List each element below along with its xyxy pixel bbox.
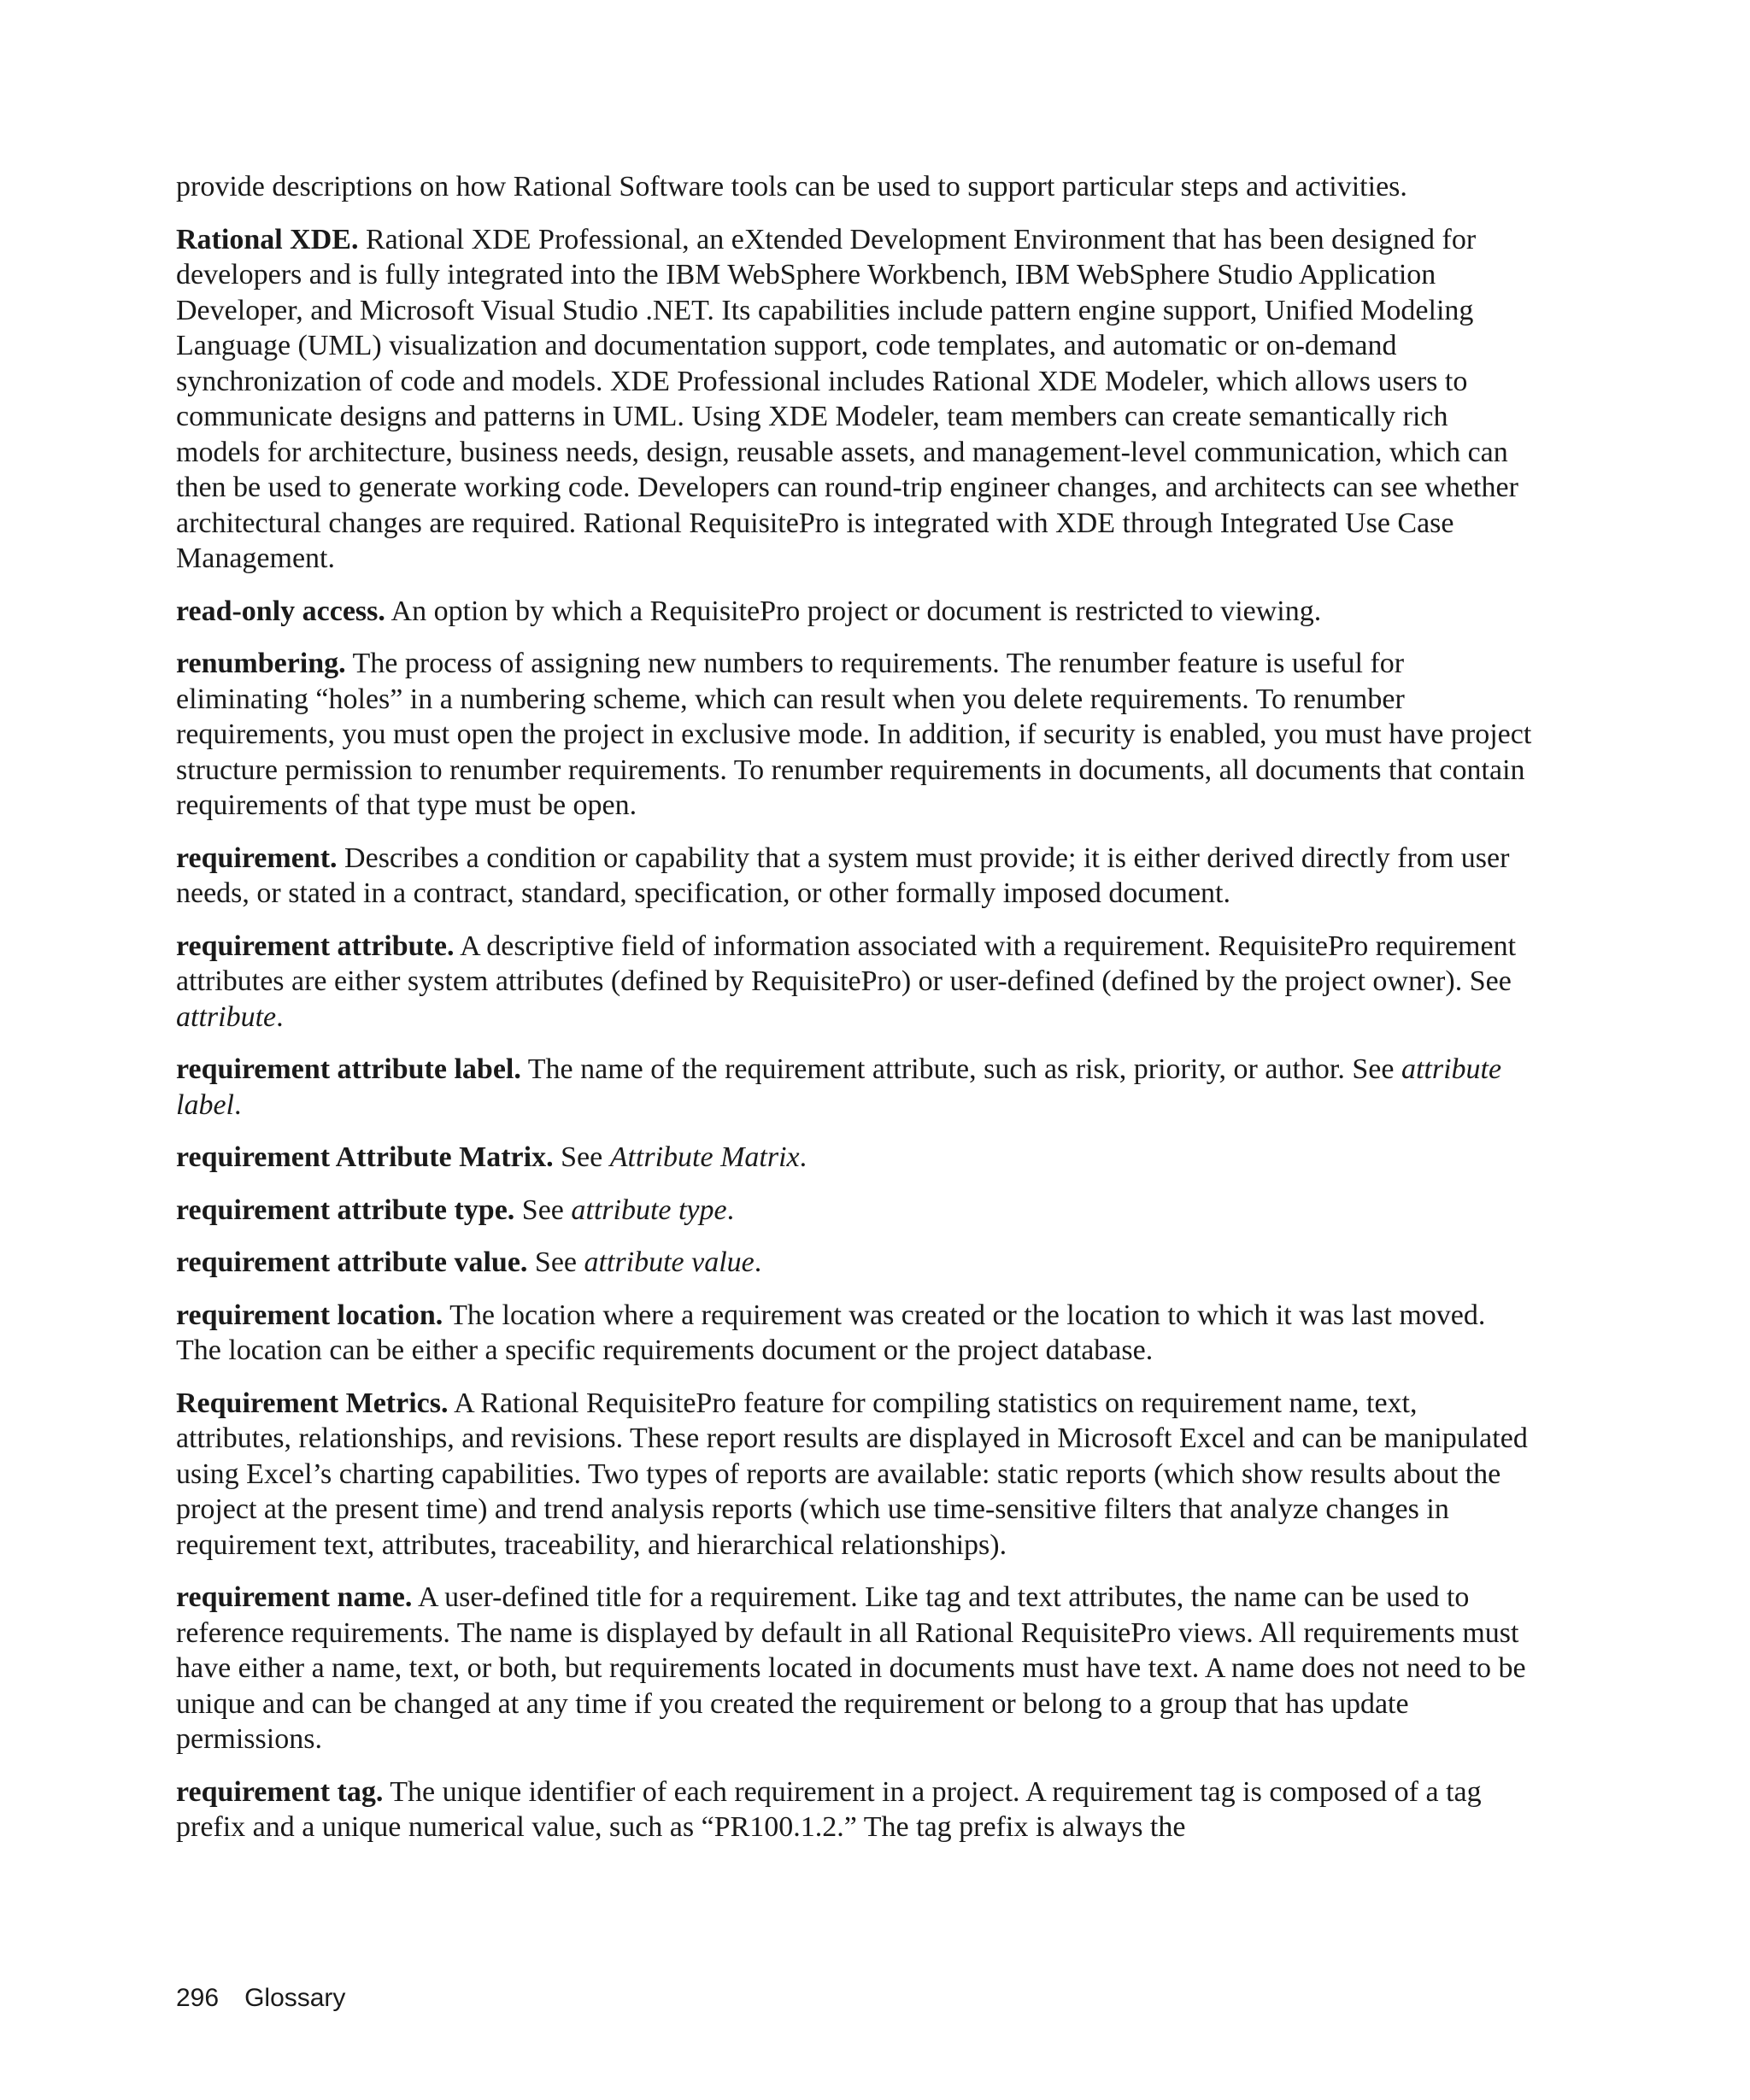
entry-term: requirement Attribute Matrix. <box>176 1141 554 1173</box>
entry-tail: . <box>276 1000 284 1033</box>
cross-reference: attribute label <box>176 1053 1502 1121</box>
footer-section-title: Glossary <box>244 1984 346 2012</box>
entry-definition: An option by which a RequisitePro project or document is restricted to viewing. <box>385 595 1322 627</box>
cross-reference: attribute type <box>571 1194 727 1226</box>
entry-term: read-only access. <box>176 595 385 627</box>
glossary-entry-requirement-attribute-type <box>176 1193 1535 1229</box>
entry-definition: The unique identifier of each requirement in a project. A requirement tag is composed of a tag prefix and a unique numerical value, such as “PR100.1.2.” The tag prefix is always the <box>176 1775 1482 1843</box>
entry-definition: A user-defined title for a requirement. Like tag and text attributes, the name can be used to reference requirements. The name is displayed by default in all Rational RequisitePro views. All requirements must have either a name, text, or both, but requirements located in documents must have text. A name does not need to be unique and can be changed at any time if you created the requirement or belong to a group that has update permissions. <box>176 1581 1526 1755</box>
glossary-entry-requirement <box>176 841 1535 912</box>
entry-definition: The process of assigning new numbers to requirements. The renumber feature is useful for eliminating “holes” in a numbering scheme, which can result when you delete requirements. To renumber requirements, you must open the project in exclusive mode. In addition, if security is enabled, you must have project structure permission to renumber requirements. To renumber requirements in documents, all documents that contain requirements of that type must be open. <box>176 648 1532 821</box>
page-footer <box>176 1984 345 2013</box>
entry-tail: . <box>754 1247 762 1278</box>
glossary-entry-requirement-tag <box>176 1774 1535 1845</box>
entry-definition: A Rational RequisitePro feature for compiling statistics on requirement name, text, attributes, relationships, and revisions. These report results are displayed in Microsoft Excel and can be manipulated using Excel’s charting capabilities. Two types of reports are available: static reports (which show results about the project at the present time) and trend analysis reports (which use time-sensitive filters that analyze changes in requirement text, attributes, traceability, and hierarchical relationships). <box>176 1387 1528 1561</box>
glossary-entry-requirement-attribute-matrix <box>176 1140 1535 1176</box>
entry-term: Rational XDE. <box>176 223 359 255</box>
entry-definition: See <box>514 1194 572 1226</box>
entry-term: requirement attribute value. <box>176 1247 528 1278</box>
cross-reference: attribute <box>176 1000 277 1033</box>
entry-term: requirement attribute label. <box>176 1053 521 1085</box>
entry-term: requirement name. <box>176 1581 413 1613</box>
glossary-entry-rational-xde <box>176 222 1535 577</box>
page-number: 296 <box>176 1984 220 2012</box>
entry-term: requirement. <box>176 842 338 874</box>
intro-text: provide descriptions on how Rational Software tools can be used to support particular steps and activities. <box>176 171 1407 202</box>
glossary-body <box>176 169 1535 1862</box>
entry-definition: A descriptive field of information associated with a requirement. RequisitePro requirement attributes are either system attributes (defined by RequisitePro) or user-defined (defined by the project owner). See <box>176 930 1517 997</box>
glossary-entry-read-only-access <box>176 594 1535 630</box>
glossary-entry-renumbering <box>176 646 1535 824</box>
cross-reference: attribute value <box>584 1247 755 1278</box>
entry-definition: See <box>553 1141 610 1173</box>
intro-paragraph <box>176 169 1535 205</box>
entry-term: requirement location. <box>176 1299 443 1331</box>
glossary-entry-requirement-metrics <box>176 1386 1535 1563</box>
entry-tail: . <box>799 1141 807 1173</box>
glossary-entry-requirement-attribute-value <box>176 1245 1535 1281</box>
entry-definition: The name of the requirement attribute, such as risk, priority, or author. See <box>520 1053 1401 1085</box>
glossary-entry-requirement-location <box>176 1298 1535 1369</box>
entry-definition: Rational XDE Professional, an eXtended Development Environment that has been designed for developers and is fully integrated into the IBM WebSphere Workbench, IBM WebSphere Studio Application Developer, and Microsoft Visual Studio .NET. Its capabilities include pattern engine support, Unified Modeling Language (UML) visualization and documentation support, code templates, and automatic or on-demand synchronization of code and models. XDE Professional includes Rational XDE Modeler, which allows users to communicate designs and patterns in UML. Using XDE Modeler, team members can create semantically rich models for architecture, business needs, design, reusable assets, and management-level communication, which can then be used to generate working code. Developers can round-trip engineer changes, and architects can see whether architectural changes are required. Rational RequisitePro is integrated with XDE through Integrated Use Case Management. <box>176 223 1518 574</box>
entry-term: requirement attribute. <box>176 930 455 962</box>
entry-term: requirement attribute type. <box>176 1194 515 1226</box>
entry-term: Requirement Metrics. <box>176 1387 449 1419</box>
glossary-entry-requirement-name <box>176 1580 1535 1757</box>
glossary-entry-requirement-attribute-label <box>176 1052 1535 1123</box>
entry-definition: The location where a requirement was created or the location to which it was last moved. The location can be either a specific requirements document or the project database. <box>176 1299 1486 1366</box>
entry-term: renumbering. <box>176 648 346 679</box>
glossary-entry-requirement-attribute <box>176 929 1535 1035</box>
entry-definition: See <box>527 1247 584 1278</box>
entry-tail: . <box>233 1088 242 1121</box>
entry-tail: . <box>726 1194 735 1226</box>
cross-reference: Attribute Matrix <box>609 1141 800 1173</box>
entry-term: requirement tag. <box>176 1775 384 1808</box>
entry-definition: Describes a condition or capability that a system must provide; it is either derived directly from user needs, or stated in a contract, standard, specification, or other formally imposed document. <box>176 842 1510 909</box>
